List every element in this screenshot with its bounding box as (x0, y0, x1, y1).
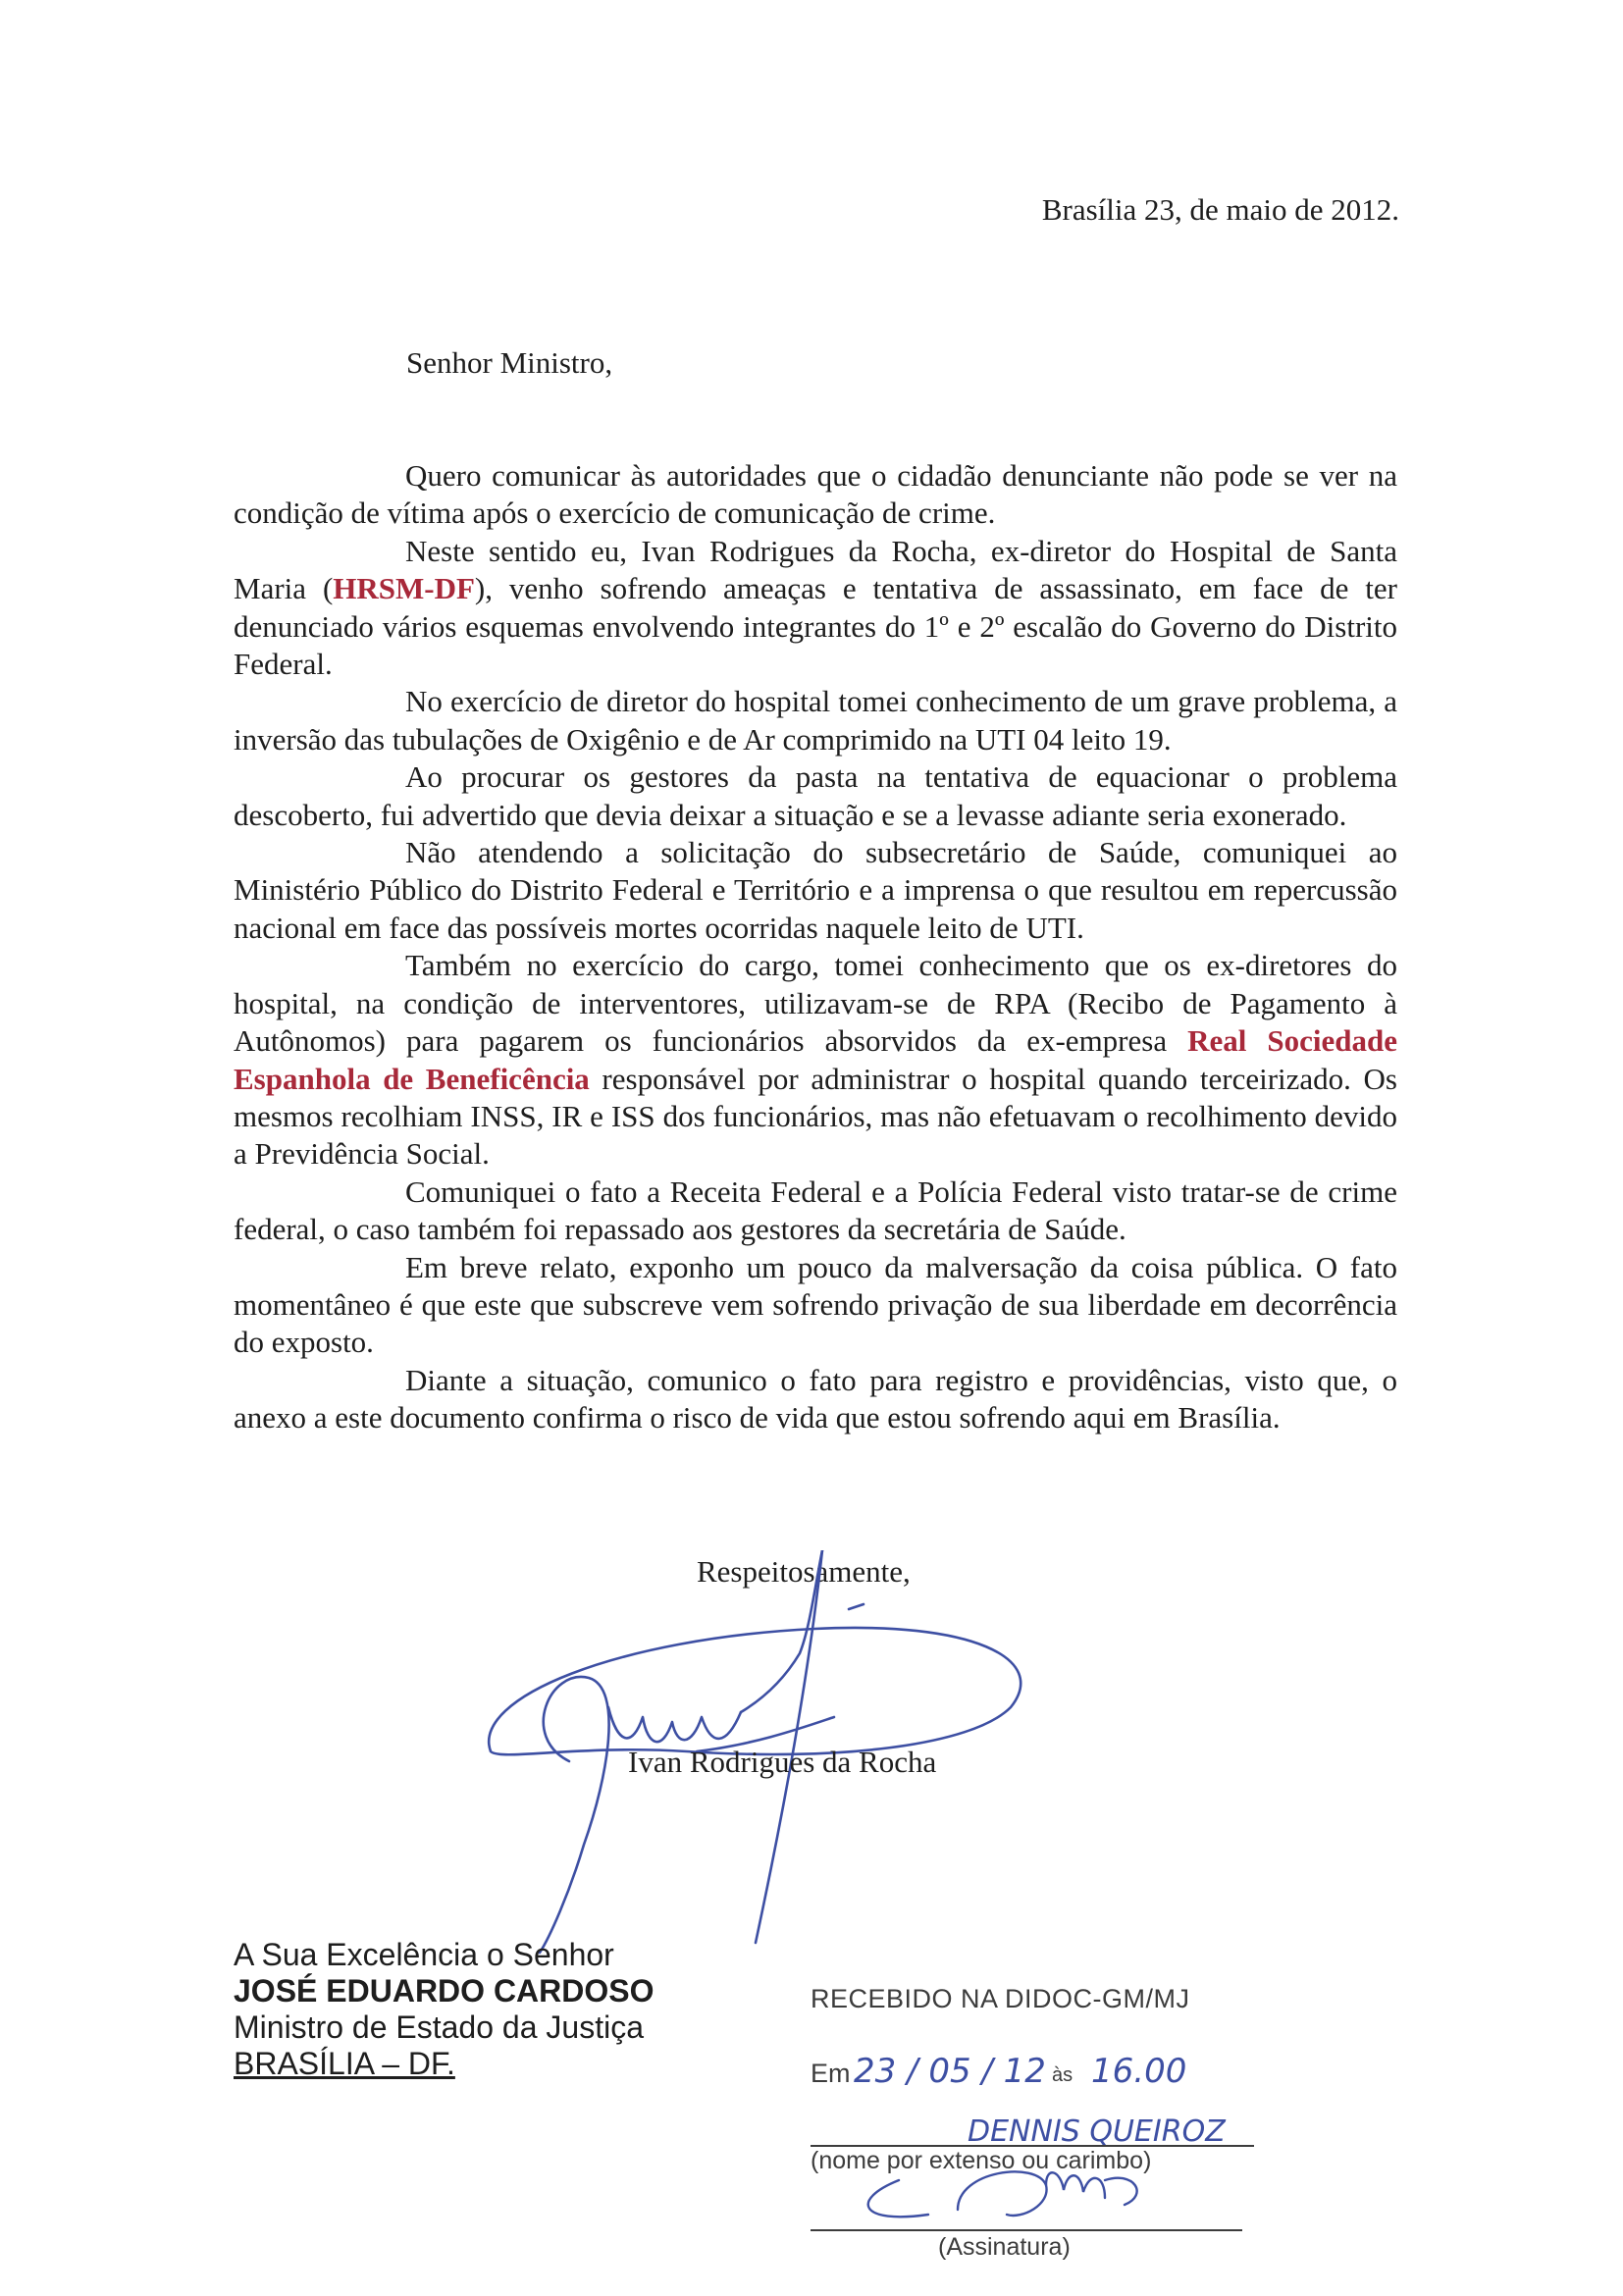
stamp-em-label: Em (811, 2059, 851, 2088)
paragraph: Em breve relato, exponho um pouco da malversação da coisa pública. O fato momentâneo é que este que subscreve vem sofrendo privação de sua liberdade em decorrência do exposto. (234, 1249, 1397, 1360)
paragraph: Não atendendo a solicitação do subsecretário de Saúde, comuniquei ao Ministério Público do Distrito Federal e Território e a imprensa o que resultou em repercussão nacional em face das possíveis mortes ocorridas naquele leito de UTI. (234, 835, 1397, 945)
paragraph: No exercício de diretor do hospital tomei conhecimento de um grave problema, a inversão das tubulações de Oxigênio e de Ar comprimido na UTI 04 leito 19. (234, 684, 1397, 757)
paragraph (234, 533, 1397, 684)
paragraph-text: responsável por administrar o hospital quando terceirizado. Os mesmos recolhiam INSS, IR e ISS dos funcionários, mas não efetuavam o recolhimento devido a Previdência Social. (234, 1061, 1397, 1172)
name-caption: (nome por extenso ou carimbo) (811, 2147, 1152, 2174)
paragraph (234, 947, 1397, 1173)
highlight-hrsm: HRSM-DF (333, 571, 475, 606)
highlight-company: Real Sociedade Espanhola de Beneficência (234, 1023, 1397, 1096)
addressee-name: JOSÉ EDUARDO CARDOSO (234, 1973, 654, 2009)
addressee-block (234, 1937, 654, 2082)
receiver-signature (868, 2171, 1137, 2217)
receipt-stamp (811, 1984, 1321, 2278)
letter-body (234, 457, 1397, 1437)
addressee-city: BRASÍLIA – DF. (234, 2046, 455, 2081)
paragraph: Quero comunicar às autoridades que o cidadão denunciante não pode se ver na condição de vítima após o exercício de comunicação de crime. (234, 458, 1397, 531)
paragraph-text: ), venho sofrendo ameaças e tentativa de assassinato, em face de ter denunciado vários esquemas envolvendo integrantes do 1º e 2º escalão do Governo do Distrito Federal. (234, 571, 1397, 682)
closing: Respeitosamente, (697, 1554, 911, 1589)
handwritten-time: 16.00 (1091, 2052, 1187, 2091)
paragraph: Ao procurar os gestores da pasta na tentativa de equacionar o problema descoberto, fui advertido que devia deixar a situação e se a levasse adiante seria exonerado. (234, 759, 1397, 832)
paragraph: Comuniquei o fato a Receita Federal e a Polícia Federal visto tratar-se de crime federal, o caso também foi repassado aos gestores da secretária de Saúde. (234, 1174, 1397, 1247)
addressee-line: A Sua Excelência o Senhor (234, 1937, 614, 1972)
signer-name: Ivan Rodrigues da Rocha (628, 1745, 937, 1779)
salutation: Senhor Ministro, (406, 345, 613, 380)
stamp-as-label: às (1052, 2064, 1073, 2086)
stamp-title: RECEBIDO NA DIDOC-GM/MJ (811, 1984, 1190, 2013)
paragraph: Diante a situação, comunico o fato para registro e providências, visto que, o anexo a este documento confirma o risco de vida que estou sofrendo aqui em Brasília. (234, 1362, 1397, 1435)
paragraph-text: Também no exercício do cargo, tomei conhecimento que os ex-diretores do hospital, na condição de interventores, utilizavam-se de RPA (Recibo de Pagamento à Autônomos) para pagarem os funcionários absorvidos da ex-empresa (234, 948, 1397, 1059)
signature-caption: (Assinatura) (938, 2233, 1071, 2261)
addressee-title: Ministro de Estado da Justiça (234, 2009, 644, 2045)
letter-date: Brasília 23, de maio de 2012. (1041, 192, 1399, 227)
stamp-handwriting (811, 1984, 1321, 2278)
paragraph-text: Neste sentido eu, Ivan Rodrigues da Rocha, ex-diretor do Hospital de Santa Maria ( (234, 533, 1397, 606)
handwritten-name: DENNIS QUEIROZ (968, 2114, 1226, 2149)
handwritten-date: 23 / 05 / 12 (854, 2052, 1046, 2091)
